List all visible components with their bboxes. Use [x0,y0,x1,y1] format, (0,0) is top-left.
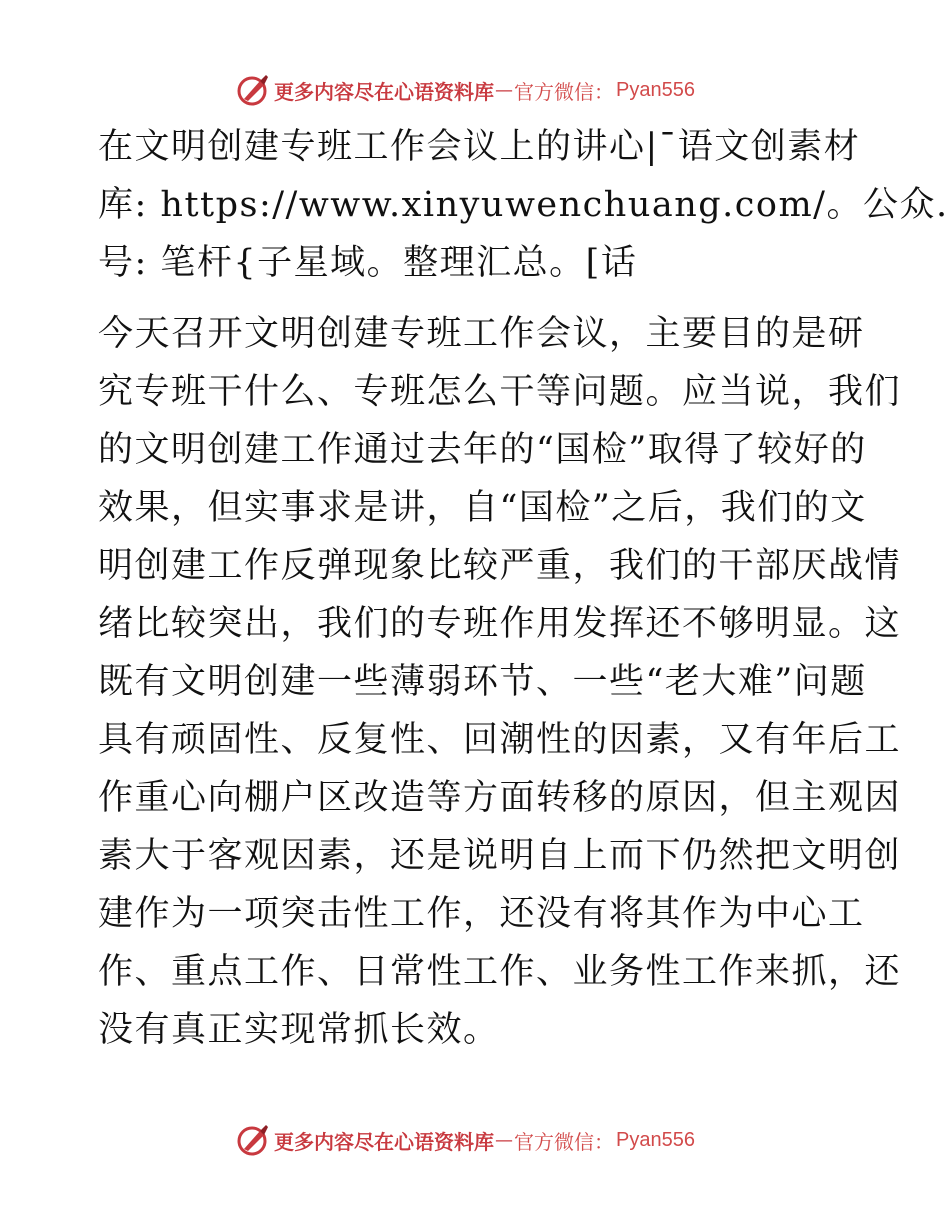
body-paragraph [98,305,902,1059]
text-line: 今天召开文明创建专班工作会议，主要目的是研 [98,314,865,354]
footer-banner [236,1120,756,1160]
text-line: 效果，但实事求是讲，自“国检”之后，我们的文 [98,488,867,528]
text-line: 没有真正实现常抓长效。 [98,1010,500,1050]
banner-wechat-label: 官方微信： [514,79,614,104]
banner-wechat-id: Pyan556 [616,78,695,101]
text-line: 明创建工作反弹现象比较严重，我们的干部厌战情 [98,546,902,586]
intro-paragraph [98,118,949,292]
text-line: 既有文明创建一些薄弱环节、一些“老大难”问题 [98,662,867,702]
banner-wechat-id: Pyan556 [616,1128,695,1151]
header-banner [236,70,756,110]
banner-separator: — [495,1129,513,1151]
pen-logo-icon [236,1123,270,1157]
text-line: 的文明创建工作通过去年的“国检”取得了较好的 [98,430,867,470]
banner-main-text: 更多内容尽在心语资料库 [274,1129,494,1154]
text-line: 库: https://www.xinyuwenchuang.com/。公众. [98,185,949,225]
text-line: 具有顽固性、反复性、回潮性的因素，又有年后工 [98,720,902,760]
text-line: 究专班干什么、专班怎么干等问题。应当说，我们 [98,372,902,412]
pen-logo-icon [236,73,270,107]
text-line: 素大于客观因素，还是说明自上而下仍然把文明创 [98,836,902,876]
text-line: 建作为一项突击性工作，还没有将其作为中心工 [98,894,865,934]
text-line: 作重心向棚户区改造等方面转移的原因，但主观因 [98,778,902,818]
text-line: 绪比较突出，我们的专班作用发挥还不够明显。这 [98,604,902,644]
text-line: 号: 笔杆{子星域。整理汇总。[话 [98,243,638,283]
text-line: 作、重点工作、日常性工作、业务性工作来抓，还 [98,952,902,992]
banner-separator: — [495,79,513,101]
text-line: 在文明创建专班工作会议上的讲心|¯语文创素材 [98,127,861,167]
banner-main-text: 更多内容尽在心语资料库 [274,79,494,104]
banner-wechat-label: 官方微信： [514,1129,614,1154]
